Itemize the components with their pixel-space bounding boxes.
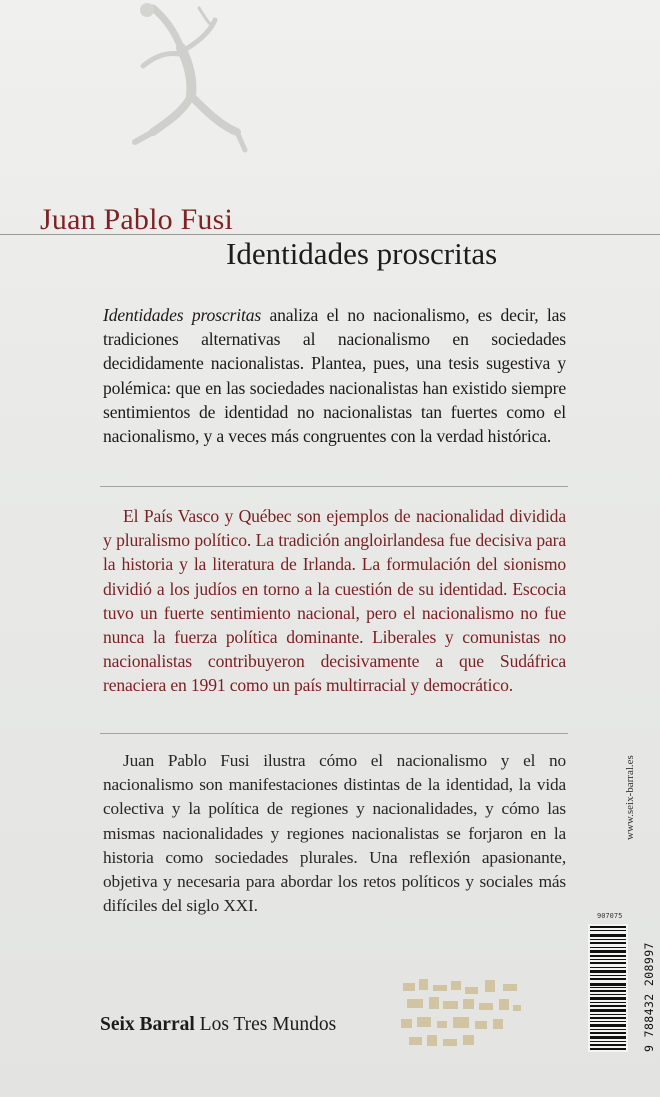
gold-stamp-icon [395,975,535,1053]
divider-rule-2 [100,733,568,734]
book-title: Identidades proscritas [226,236,498,271]
running-figure-icon [95,0,255,175]
series-name: Los Tres Mundos [199,1014,337,1035]
publisher-line [100,1014,336,1036]
synopsis-paragraph-1 [103,303,566,448]
author-name: Juan Pablo Fusi [40,203,234,236]
synopsis-paragraph-2: El País Vasco y Québec son ejemplos de nacionalidad dividida y pluralismo político. La tradición angloirlandesa fue decisiva para la historia y la literatura de Irlanda. La formulación del sionismo dividió a los judíos en torno a la cuestión de su identidad. Escocia tuvo un fuerte sentimiento nacional, pero el nacionalismo no fue nunca la fuerza política dominante. Liberales y comunistas no nacionalistas contribuyeron decisivamente a que Sudáfrica renaciera en 1991 como un país multirracial y democrático. [103,506,566,696]
synopsis-lead-title: Identidades proscritas [103,305,262,325]
publisher-name: Seix Barral [100,1014,195,1035]
publisher-website: www.seix-barral.es [624,755,636,840]
isbn-number: 9 788432 208997 [642,942,656,1052]
product-code: 907075 [597,912,623,920]
divider-rule-1 [100,486,568,487]
synopsis-paragraph-1-text: analiza el no nacionalismo, es decir, las tradiciones alternativas al nacionalismo en sociedades decididamente nacionalistas. Plantea, pues, una tesis sugestiva y polémica: que en las sociedades nacionalistas han existido siempre sentimientos de identidad no nacionalistas tan fuertes como el nacionalismo, y a veces más congruentes con la verdad histórica. [103,305,566,447]
synopsis-paragraph-3: Juan Pablo Fusi ilustra cómo el nacionalismo y el no nacionalismo son manifestaciones distintas de la identidad, la vida colectiva y la política de regiones y nacionalidades, y cómo las mismas nacionalidades y regiones nacionalistas se forjaron en la historia como sociedades plurales. Una reflexión apasionante, objetiva y necesaria para abordar los retos políticos y sociales más difíciles del siglo XXI. [103,751,566,916]
barcode-icon [588,924,628,1052]
